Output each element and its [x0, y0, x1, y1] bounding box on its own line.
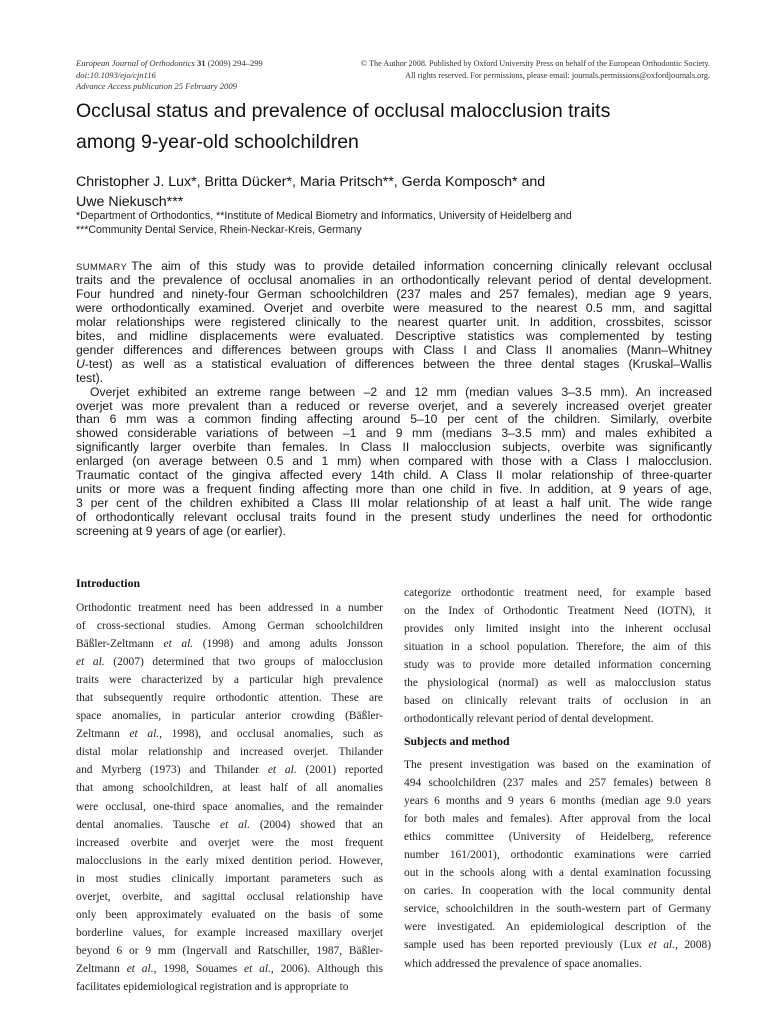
abstract-line: enlarged (on average between 0.5 and 1 mm) when compared with those with a Class I malocclusion. [76, 455, 712, 469]
body-text-line: space anomalies, in particular anterior crowding (Bäßler- [76, 710, 383, 723]
copyright-line: © The Author 2008. Published by Oxford University Press on behalf of the European Orthodontic Society. [360, 59, 710, 68]
journal-pages: (2009) 294–299 [207, 58, 263, 68]
abstract-line: traits and the prevalence of occlusal anomalies in an orthodontically relevant period of dental development. [76, 273, 712, 287]
body-text-line: dental anomalies. Tausche et al. (2004) showed that an [76, 818, 383, 831]
body-text-line: Bäßler-Zeltmann et al. (1998) and among adults Jonsson [76, 638, 383, 651]
abstract-line: Four hundred and ninety-four German schoolchildren (237 males and 257 females), median age 9 years, [76, 287, 712, 301]
body-text-line: Zeltmann et al., 1998, Souames et al., 2006). Although this [76, 962, 383, 975]
body-text-line: ethics committee (University of Heidelberg, reference [404, 831, 711, 844]
abstract-line: screening at 9 years of age (or earlier). [76, 525, 286, 539]
body-text-line: distal molar relationship and increased overjet. Thilander [76, 746, 383, 759]
body-text-line: 494 schoolchildren (237 males and 257 females) between 8 [404, 777, 711, 790]
abstract-line: of orthodontically relevant occlusal traits found in the present study underlines the need for orthodontic [76, 511, 712, 525]
body-text-line: orthodontically relevant period of dental development. [404, 713, 654, 726]
affiliation-line: *Department of Orthodontics, **Institute of Medical Biometry and Informatics, University of Heidelberg and [76, 210, 572, 222]
title-line: among 9-year-old schoolchildren [76, 131, 359, 153]
body-text-line: categorize orthodontic treatment need, for example based [404, 587, 711, 599]
permissions-line: All rights reserved. For permissions, please email: journals.permissions@oxfordjournals.org. [405, 70, 710, 80]
abstract-line: test). [76, 371, 104, 385]
body-text-line: sample used has been reported previously (Lux et al., 2008) [404, 939, 711, 952]
body-text-line: for both males and females). After approval from the local [404, 813, 711, 826]
abstract-text: The aim of this study was to provide detailed information concerning clinically relevant occlusal [131, 260, 712, 273]
body-text-line: provides only limited insight into the inherent occlusal [404, 623, 711, 636]
abstract-line [76, 358, 712, 372]
journal-citation [76, 58, 356, 70]
body-text-line: based on clinically relevant traits of occlusion in an [404, 695, 711, 708]
body-text-line: on the Index of Orthodontic Treatment Need (IOTN), it [404, 605, 711, 618]
abstract-line: than 6 mm was a common finding affecting around 5–10 per cent of the children. Similarly, overbite [76, 413, 712, 427]
body-text-line: facilitates epidemiological registration and is appropriate to [76, 980, 349, 993]
abstract-line: bites, and midline displacements were evaluated. Descriptive statistics was complemented by testing [76, 329, 712, 343]
subjects-method-body [404, 756, 711, 973]
u-test-letter: U [76, 357, 85, 371]
body-text-line: overjet, overbite, and sagittal occlusal relationship have [76, 890, 383, 903]
body-text-line: malocclusions in the early mixed dentition period. However, [76, 854, 383, 867]
journal-volume: 31 [196, 58, 206, 68]
body-text-line: on caries. In cooperation with the local community dental [404, 885, 711, 898]
body-text-line: and Myrberg (1973) and Thilander et al. (2001) reported [76, 764, 383, 777]
abstract-label: SUMMARY [76, 261, 128, 272]
abstract-line: units or more was a frequent finding affecting more than one child in five. In addition, at 9 years of age, [76, 483, 712, 497]
body-text-line: number 161/2001), orthodontic examinations were carried [404, 849, 711, 862]
abstract-line: Traumatic contact of the gingiva affected every 14th child. A Class II molar relationship of three-quarter [76, 469, 712, 483]
body-text-line: which addressed the prevalence of space anomalies. [404, 957, 642, 970]
body-text-line: in most studies clinically important parameters such as [76, 872, 383, 885]
affiliation-line: ***Community Dental Service, Rhein-Neckar-Kreis, Germany [76, 224, 362, 236]
body-text-line: service, schoolchildren in the south-western part of Germany [404, 903, 711, 916]
abstract-line: overjet was more prevalent than a reduced or reverse overjet, and a severely increased overjet greater [76, 399, 712, 413]
abstract [76, 260, 712, 539]
introduction-heading: Introduction [76, 576, 141, 590]
body-text-line: years 6 months and 9 years 6 months (median age 9.0 years [404, 795, 711, 808]
body-text-line: The present investigation was based on the examination of [404, 759, 711, 771]
body-text-line: were investigated. An epidemiological description of the [404, 921, 711, 934]
article-title [76, 96, 716, 158]
body-text-line: that among schoolchildren, at least half of all anomalies [76, 782, 383, 795]
journal-name: European Journal of Orthodontics [76, 58, 195, 68]
body-text-line: only been approximately evaluated on the basis of some [76, 908, 383, 921]
abstract-line: were orthodontically examined. Overjet and overbite were measured to the nearest 0.5 mm, and sagittal [76, 301, 712, 315]
author-line: Christopher J. Lux*, Britta Dücker*, Maria Pritsch**, Gerda Komposch* and [76, 174, 546, 190]
abstract-line: 3 per cent of the children exhibited a Class III molar relationship of at least a half unit. The wide range [76, 497, 712, 511]
body-text-line: Orthodontic treatment need has been addressed in a number [76, 602, 383, 614]
abstract-text: -test) as well as a statistical evaluation of differences between the three dental stages (Kruskal–Wallis [84, 357, 712, 371]
body-text-line: et al. (2007) determined that two groups of malocclusion [76, 656, 383, 669]
body-text-line: Zeltmann et al., 1998), and occlusal anomalies, such as [76, 728, 383, 741]
body-text-line: were occlusal, one-third space anomalies, and the remainder [76, 800, 383, 813]
author-line: Uwe Niekusch*** [76, 194, 184, 210]
body-text-line: borderline values, for example increased maxillary overjet [76, 926, 383, 939]
abstract-line: gender differences and differences between groups with Class I and Class II anomalies (Mann–Whitney [76, 343, 712, 357]
affiliations [76, 209, 716, 237]
introduction-body [76, 599, 383, 996]
doi[interactable]: doi:10.1093/ejo/cjn116 [76, 69, 156, 80]
body-text-line: that subsequently require orthodontic attention. These are [76, 692, 383, 705]
body-text-line: the physiological (normal) as well as malocclusion status [404, 677, 711, 690]
title-line: Occlusal status and prevalence of occlusal malocclusion traits [76, 100, 611, 122]
journal-header [76, 58, 356, 93]
abstract-line [76, 260, 712, 274]
copyright-notice [330, 58, 710, 81]
author-list [76, 172, 716, 212]
body-text-line: beyond 6 or 9 mm (Ingervall and Ratschiller, 1987, Bäßler- [76, 944, 383, 957]
abstract-line: showed considerable variations of between –1 and 9 mm (medians 3–3.5 mm) and males exhibited a [76, 427, 712, 441]
introduction-continued [404, 584, 711, 728]
body-text-line: out in the schools along with a dental examination focussing [404, 867, 711, 880]
abstract-line: molar relationships were registered clinically to the nearest quarter unit. In addition, crossbites, scissor [76, 315, 712, 329]
advance-access-date: Advance Access publication 25 February 2009 [76, 81, 237, 91]
body-text-line: situation in a school population. Therefore, the aim of this [404, 641, 711, 654]
subjects-method-heading: Subjects and method [404, 734, 510, 748]
body-text-line: study was to provide more detailed information concerning [404, 659, 711, 672]
abstract-line: significantly larger overbite than females. In Class II malocclusion subjects, overbite was significantly [76, 441, 712, 455]
body-text-line: traits were characterized by a particular high prevalence [76, 674, 383, 687]
body-text-line: increased overbite and overjet were the most frequent [76, 836, 383, 849]
body-text-line: of cross-sectional studies. Among German schoolchildren [76, 620, 383, 633]
abstract-line: Overjet exhibited an extreme range between –2 and 12 mm (median values 3–3.5 mm). An increased [90, 385, 712, 399]
